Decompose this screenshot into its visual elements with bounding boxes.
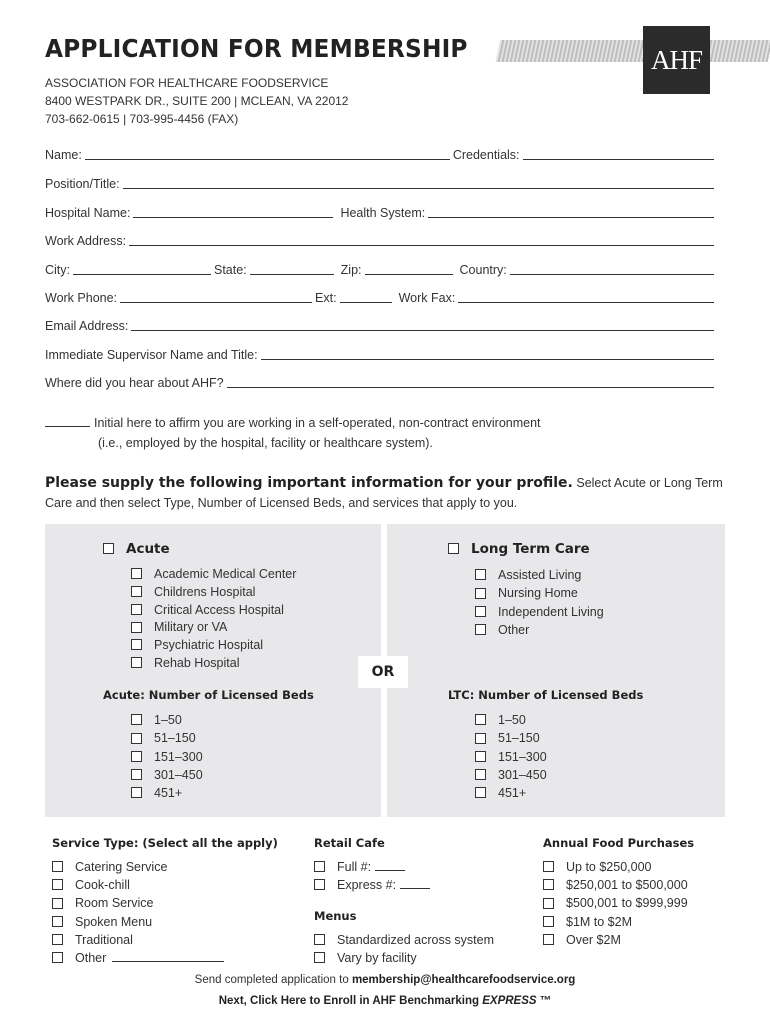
supervisor-label: Immediate Supervisor Name and Title: (45, 348, 258, 362)
checkbox-option[interactable] (543, 931, 688, 949)
option-label: 301–450 (154, 767, 203, 782)
option-label: Spoken Menu (75, 914, 153, 929)
ltc-checkbox[interactable] (448, 543, 459, 554)
retail-full-label: Full #: (337, 860, 372, 874)
option-label: Assisted Living (498, 568, 582, 582)
service-other-field[interactable] (112, 951, 224, 962)
checkbox-option[interactable] (475, 748, 547, 766)
checkbox[interactable] (314, 861, 325, 872)
checkbox[interactable] (314, 952, 325, 963)
checkbox[interactable] (52, 952, 63, 963)
checkbox-option[interactable] (475, 621, 604, 639)
option-label: Cook-chill (75, 878, 130, 893)
checkbox[interactable] (475, 569, 486, 580)
work-address-label: Work Address: (45, 234, 127, 248)
checkbox[interactable] (131, 733, 142, 744)
or-label: OR (358, 656, 408, 688)
option-label: Nursing Home (498, 586, 578, 601)
option-label: 151–300 (154, 749, 203, 764)
checkbox[interactable] (543, 898, 554, 909)
checkbox[interactable] (314, 879, 325, 890)
affirm-text-2: (i.e., employed by the hospital, facility or healthcare system). (98, 436, 433, 450)
checkbox-option[interactable] (52, 894, 167, 912)
initial-field[interactable] (45, 416, 90, 427)
ext-label: Ext: (315, 291, 337, 305)
service-list (52, 858, 167, 949)
footer-send-text: Send completed application to (194, 974, 349, 986)
option-label: Standardized across system (337, 933, 495, 947)
supervisor-field[interactable] (261, 348, 714, 360)
purchases-heading: Annual Food Purchases (543, 836, 695, 850)
checkbox-option[interactable] (543, 858, 688, 876)
acute-heading[interactable] (103, 541, 170, 557)
menus-heading: Menus (314, 909, 357, 923)
heard-about-field[interactable] (227, 376, 714, 388)
email-field[interactable] (131, 319, 714, 331)
email-row (45, 317, 717, 333)
credentials-label: Credentials: (452, 148, 520, 162)
option-label: $1M to $2M (566, 914, 633, 929)
checkbox[interactable] (52, 898, 63, 909)
checkbox-option[interactable] (475, 784, 547, 802)
acute-heading-text: Acute (126, 541, 170, 557)
option-label: $500,001 to $999,999 (566, 896, 688, 911)
hospital-row (45, 204, 717, 220)
footer-email-link[interactable]: membership@healthcarefoodservice.org (351, 974, 576, 986)
org-address: 8400 WESTPARK DR., SUITE 200 | MCLEAN, VA 22012 (45, 94, 349, 108)
enroll-express: EXPRESS (482, 995, 537, 1007)
hospital-name-label: Hospital Name: (45, 206, 131, 220)
checkbox[interactable] (131, 787, 142, 798)
checkbox-option[interactable] (131, 766, 203, 784)
service-other-list (52, 949, 224, 967)
checkbox[interactable] (52, 861, 63, 872)
checkbox-option[interactable] (131, 584, 296, 602)
checkbox[interactable] (131, 622, 142, 633)
header-stripes (496, 40, 770, 62)
checkbox-option[interactable] (314, 931, 494, 949)
option-label: 301–450 (498, 767, 547, 782)
checkbox[interactable] (475, 769, 486, 780)
hospital-name-field[interactable] (133, 206, 333, 218)
name-field[interactable] (85, 148, 450, 160)
checkbox[interactable] (52, 934, 63, 945)
option-label: 1–50 (498, 713, 526, 727)
checkbox-option[interactable] (131, 711, 203, 729)
option-label: Critical Access Hospital (154, 602, 284, 617)
checkbox[interactable] (543, 934, 554, 945)
checkbox[interactable] (475, 787, 486, 798)
checkbox-option[interactable] (131, 602, 296, 620)
checkbox[interactable] (543, 879, 554, 890)
zip-field[interactable] (365, 263, 453, 275)
checkbox[interactable] (52, 916, 63, 927)
country-field[interactable] (510, 263, 714, 275)
retail-list (314, 858, 430, 894)
page-title: APPLICATION FOR MEMBERSHIP (45, 34, 468, 63)
city-field[interactable] (73, 263, 211, 275)
option-label: Up to $250,000 (566, 860, 652, 874)
enroll-tm: ™ (539, 995, 552, 1007)
checkbox[interactable] (475, 588, 486, 599)
checkbox-option[interactable] (475, 603, 604, 621)
position-row (45, 175, 717, 191)
checkbox-option[interactable] (131, 566, 296, 584)
checkbox[interactable] (475, 733, 486, 744)
checkbox-option[interactable] (475, 584, 604, 602)
checkbox[interactable] (543, 916, 554, 927)
retail-express-field[interactable] (400, 878, 430, 889)
checkbox-option[interactable] (131, 729, 203, 747)
option-label: Vary by facility (337, 951, 417, 966)
city-row (45, 261, 717, 277)
option-label: Traditional (75, 932, 133, 947)
ext-field[interactable] (340, 291, 392, 303)
affirm-text: Initial here to affirm you are working in a self-operated, non-contract environment (94, 416, 541, 430)
service-other-label: Other (75, 951, 107, 965)
ltc-beds-heading: LTC: Number of Licensed Beds (448, 688, 644, 702)
ltc-beds-list (475, 711, 547, 802)
acute-beds-heading: Acute: Number of Licensed Beds (103, 688, 314, 702)
position-field[interactable] (123, 177, 714, 189)
phone-row (45, 289, 717, 305)
city-label: City: (45, 263, 70, 277)
checkbox[interactable] (131, 769, 142, 780)
checkbox[interactable] (475, 714, 486, 725)
option-label: 451+ (498, 786, 527, 801)
option-label: Psychiatric Hospital (154, 638, 264, 653)
name-label: Name: (45, 148, 82, 162)
state-field[interactable] (250, 263, 334, 275)
health-system-label: Health System: (340, 206, 426, 220)
email-label: Email Address: (45, 319, 129, 333)
service-other-item[interactable] (52, 949, 224, 967)
work-address-field[interactable] (129, 234, 714, 246)
work-fax-field[interactable] (458, 291, 714, 303)
checkbox-option[interactable] (131, 637, 296, 655)
option-label: Childrens Hospital (154, 584, 256, 599)
option-label: $250,001 to $500,000 (566, 878, 688, 893)
ltc-heading-text: Long Term Care (471, 541, 590, 557)
checkbox[interactable] (131, 568, 142, 579)
option-label: Independent Living (498, 604, 604, 619)
credentials-field[interactable] (523, 148, 714, 160)
footer-send (0, 974, 770, 986)
retail-express-item[interactable] (314, 876, 430, 894)
checkbox-option[interactable] (52, 913, 167, 931)
checkbox-option[interactable] (475, 711, 547, 729)
zip-label: Zip: (340, 263, 362, 277)
checkbox[interactable] (131, 586, 142, 597)
ltc-type-list (475, 566, 604, 639)
work-fax-label: Work Fax: (398, 291, 456, 305)
option-label: 451+ (154, 786, 183, 801)
checkbox-option[interactable] (52, 876, 167, 894)
enroll-text: Next, Click Here to Enroll in AHF Benchmarking (218, 995, 480, 1007)
enroll-link[interactable] (0, 995, 770, 1007)
org-name: ASSOCIATION FOR HEALTHCARE FOODSERVICE (45, 76, 329, 90)
checkbox-option[interactable] (52, 858, 167, 876)
option-label: Other (498, 622, 530, 637)
checkbox[interactable] (131, 751, 142, 762)
supervisor-row (45, 346, 717, 362)
retail-heading: Retail Cafe (314, 836, 385, 850)
option-label: Military or VA (154, 620, 228, 635)
checkbox[interactable] (475, 751, 486, 762)
checkbox-option[interactable] (131, 619, 296, 637)
checkbox-option[interactable] (314, 949, 494, 967)
checkbox[interactable] (475, 606, 486, 617)
menus-list (314, 931, 494, 967)
purchases-list (543, 858, 688, 949)
acute-beds-list (131, 711, 203, 802)
retail-full-field[interactable] (375, 860, 405, 871)
heard-about-label: Where did you hear about AHF? (45, 376, 224, 390)
retail-express-label: Express #: (337, 878, 397, 893)
work-phone-field[interactable] (120, 291, 312, 303)
ahf-logo: AHF (643, 26, 710, 94)
work-address-row (45, 232, 717, 248)
checkbox[interactable] (314, 934, 325, 945)
checkbox-option[interactable] (131, 748, 203, 766)
option-label: 1–50 (154, 713, 182, 727)
option-label: Over $2M (566, 932, 621, 947)
checkbox[interactable] (131, 657, 142, 668)
profile-prompt (45, 473, 730, 513)
option-label: Rehab Hospital (154, 655, 240, 670)
option-label: 51–150 (154, 731, 196, 746)
option-label: Academic Medical Center (154, 567, 297, 581)
checkbox-option[interactable] (131, 784, 203, 802)
heard-about-row (45, 374, 717, 390)
checkbox[interactable] (131, 639, 142, 650)
checkbox[interactable] (131, 714, 142, 725)
option-label: 51–150 (498, 731, 540, 746)
checkbox-option[interactable] (475, 729, 547, 747)
retail-full-item[interactable] (314, 858, 430, 876)
profile-prompt-bold: Please supply the following important information for your profile. (45, 475, 573, 491)
checkbox-option[interactable] (52, 931, 167, 949)
checkbox[interactable] (131, 604, 142, 615)
option-label: 151–300 (498, 749, 547, 764)
service-heading: Service Type: (Select all the apply) (52, 836, 278, 850)
name-row (45, 146, 717, 162)
checkbox-option[interactable] (475, 566, 604, 584)
checkbox-option[interactable] (543, 913, 688, 931)
health-system-field[interactable] (428, 206, 714, 218)
acute-checkbox[interactable] (103, 543, 114, 554)
org-phones: 703-662-0615 | 703-995-4456 (FAX) (45, 112, 239, 126)
option-label: Catering Service (75, 860, 168, 874)
affirm-row (45, 416, 541, 430)
checkbox-option[interactable] (543, 876, 688, 894)
checkbox[interactable] (52, 879, 63, 890)
state-label: State: (214, 263, 247, 277)
profile-prompt-text: Select Acute or Long Term Care and then select Type, Number of Licensed Beds, and services that apply to you. (45, 476, 723, 510)
checkbox-option[interactable] (475, 766, 547, 784)
ltc-heading[interactable] (448, 541, 590, 557)
country-label: Country: (459, 263, 507, 277)
checkbox[interactable] (543, 861, 554, 872)
checkbox-option[interactable] (543, 894, 688, 912)
position-label: Position/Title: (45, 177, 120, 191)
work-phone-label: Work Phone: (45, 291, 118, 305)
acute-type-list (131, 566, 296, 673)
checkbox-option[interactable] (131, 655, 296, 673)
option-label: Room Service (75, 896, 154, 911)
checkbox[interactable] (475, 624, 486, 635)
